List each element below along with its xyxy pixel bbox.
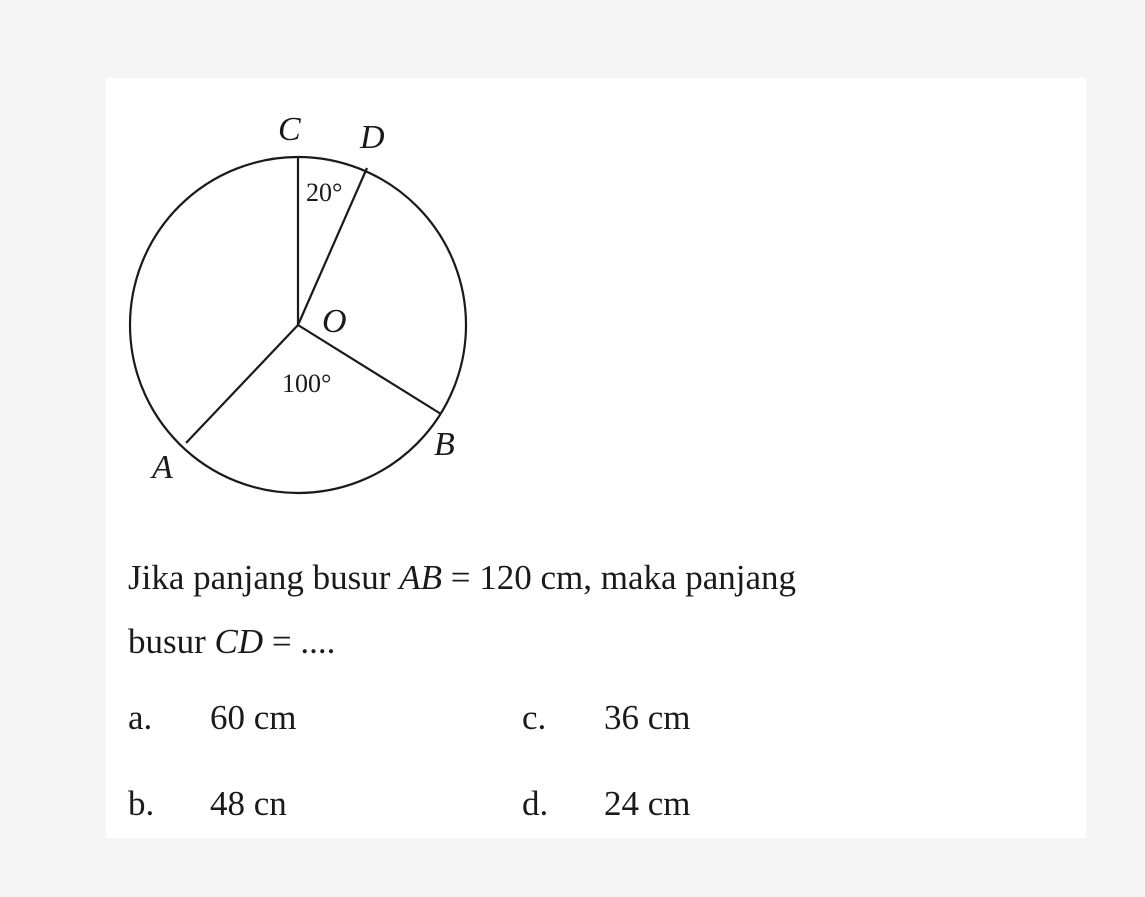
option-c[interactable] bbox=[522, 698, 691, 738]
question-text bbox=[128, 546, 1043, 674]
question-line-2: busur CD = .... bbox=[128, 622, 336, 661]
option-letter: c. bbox=[522, 698, 547, 737]
option-b[interactable] bbox=[128, 784, 287, 824]
option-letter: a. bbox=[128, 698, 153, 737]
point-c-label: C bbox=[278, 111, 301, 148]
question-line-1: Jika panjang busur AB = 120 cm, maka panjang bbox=[128, 558, 797, 597]
point-o-label: O bbox=[322, 303, 347, 340]
option-value: 36 cm bbox=[604, 698, 691, 737]
point-a-label: A bbox=[152, 449, 173, 486]
angle-cod-label: 20° bbox=[306, 178, 343, 207]
option-d[interactable] bbox=[522, 784, 691, 824]
point-d-label: D bbox=[360, 119, 385, 156]
option-value: 24 cm bbox=[604, 784, 691, 823]
option-value: 60 cm bbox=[210, 698, 297, 737]
arc-cd-variable: CD bbox=[214, 622, 264, 661]
point-b-label: B bbox=[434, 426, 455, 463]
option-letter: b. bbox=[128, 784, 155, 823]
option-letter: d. bbox=[522, 784, 549, 823]
angle-aob-label: 100° bbox=[282, 369, 332, 398]
option-value: 48 cn bbox=[210, 784, 287, 823]
option-a[interactable] bbox=[128, 698, 297, 738]
arc-ab-variable: AB bbox=[399, 558, 442, 597]
